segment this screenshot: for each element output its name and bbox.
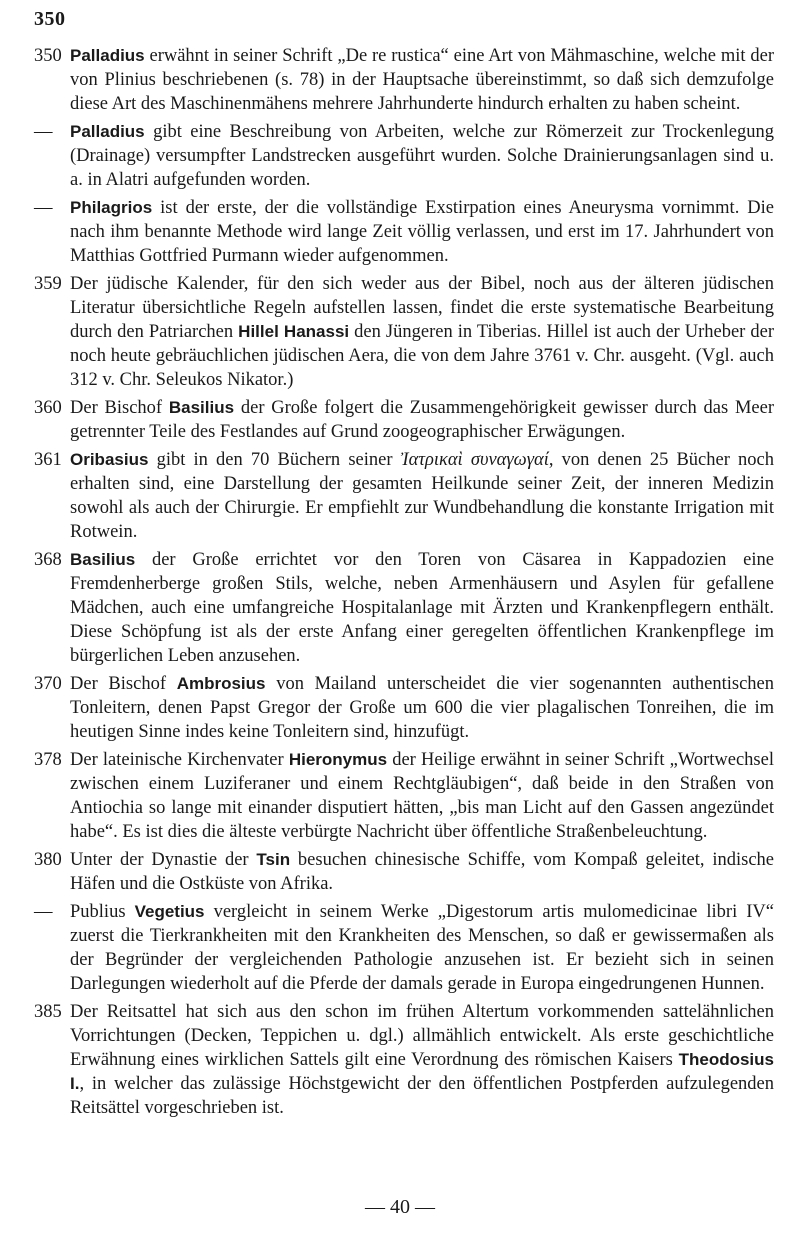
entry-year: 385: [34, 1002, 62, 1022]
entry-year: 370: [34, 674, 62, 694]
chronology-entry: [34, 44, 774, 116]
entry-text: [70, 448, 774, 544]
entry-text-before: Der Bischof: [70, 674, 177, 694]
entry-text: [70, 900, 774, 996]
entry-person-name: Oribasius: [70, 450, 149, 469]
entry-person-name: Theodosius I.: [70, 1050, 774, 1093]
chronology-entry: [34, 272, 774, 392]
entry-person-name: Palladius: [70, 122, 145, 141]
chronology-entry: [34, 1000, 774, 1120]
entry-text-before: Publius: [70, 902, 135, 922]
entry-person-name: Hieronymus: [288, 750, 388, 769]
entry-year: 380: [34, 850, 62, 870]
entry-text-after: gibt in den 70 Büchern seiner: [148, 450, 401, 470]
entry-year: 360: [34, 398, 62, 418]
entry-text-before: Unter der Dynastie der: [70, 850, 257, 870]
entry-text-after: ist der erste, der die vollständige Exstirpation eines Aneurysma vornimmt. Die nach ihm benannte Methode wird lange Zeit völlig verlassen, und erst im 17. Jahrhundert von Matthias Gottfried Purmann wieder aufgenommen.: [70, 198, 774, 266]
entry-person-name: Basilius: [168, 398, 235, 417]
entry-year: 378: [34, 750, 62, 770]
entry-text-after: vergleicht in seinem Werke „Digestorum artis mulomedicinae libri IV“ zuerst die Tierkrankheiten mit den Krankheiten des Menschen, so daß er gewissermaßen als der Begründer der vergleichenden Pathologie anzusehen ist. Er bezieht sich in seinen Darlegungen wiederholt auf die Pferde der damals gerade in Europa eingedrungenen Hunnen.: [70, 902, 774, 994]
entry-text: [70, 748, 774, 844]
entry-text-after: der Große folgert die Zusammengehörigkeit gewisser durch das Meer getrennter Teile des Festlandes auf Grund zoogeographischer Erwägungen.: [70, 398, 774, 442]
entry-person-name: Hillel Hanassi: [238, 322, 350, 341]
entry-year: —: [34, 198, 53, 218]
entry-year: 350: [34, 46, 62, 66]
entry-text: [70, 848, 774, 896]
entry-text-after: gibt eine Beschreibung von Arbeiten, welche zur Römerzeit zur Trockenlegung (Drainage) versumpfter Landstrecken ausgeführt wurden. Solche Drainierungsanlagen sind u. a. in Alatri aufgefunden worden.: [70, 122, 774, 190]
entry-greek-title: Ἰατρικαὶ συναγωγαί: [400, 450, 549, 470]
entry-text: [70, 196, 774, 268]
entry-text-after: von Mailand unterscheidet die vier sogenannten authentischen Tonleitern, denen Papst Gregor der Große um 600 die vier plagalischen Tonreihen, die im heutigen Sinne indes keine Tonleitern sind, hinzufügt.: [70, 674, 774, 742]
chronology-entry: [34, 196, 774, 268]
chronology-entries: [34, 44, 774, 1124]
chronology-entry: [34, 448, 774, 544]
chronology-entry: [34, 672, 774, 744]
entry-text: [70, 672, 774, 744]
entry-year: —: [34, 122, 53, 142]
chronology-entry: [34, 900, 774, 996]
entry-text: [70, 272, 774, 392]
entry-text-before: Der jüdische Kalender, für den sich weder aus der Bibel, noch aus der älteren jüdischen Literatur übersichtliche Regeln aufstellen lassen, findet die erste systematische Bearbeitung durch den Patriarchen: [70, 274, 774, 342]
page-header-year: 350: [34, 8, 66, 30]
entry-text-after: , in welcher das zulässige Höchstgewicht der den öffentlichen Postpferden aufzulegenden Reitsättel vorgeschrieben ist.: [70, 1074, 774, 1118]
entry-text: [70, 120, 774, 192]
entry-person-name: Basilius: [70, 550, 136, 569]
entry-text-after: erwähnt in seiner Schrift „De re rustica“ eine Art von Mähmaschine, welche mit der von Plinius beschriebenen (s. 78) in der Hauptsache übereinstimmt, so daß sich demzufolge diese Art des Maschinenmähens mehrere Jahrhunderte hindurch erhalten zu haben scheint.: [70, 46, 774, 114]
entry-text-before: Der Reitsattel hat sich aus den schon im frühen Altertum vorkommenden sattelähnlichen Vorrichtungen (Decken, Teppichen u. dgl.) allmählich entwickelt. Als erste geschichtliche Erwähnung eines wirklichen Sattels gilt eine Verordnung des römischen Kaisers: [70, 1002, 774, 1070]
entry-text-after: der Große errichtet vor den Toren von Cäsarea in Kappadozien eine Fremdenherberge großen Stils, welche, neben Armenhäusern und Asylen für gefallene Mädchen, auch eine umfangreiche Hospitalanlage mit Ärzten und Krankenpflegern enthält. Diese Schöpfung ist als der erste Anfang einer geregelten öffentlichen Krankenpflege im bürgerlichen Leben anzusehen.: [70, 550, 774, 666]
entry-year: 361: [34, 450, 62, 470]
entry-text: [70, 44, 774, 116]
entry-text-after: der Heilige erwähnt in seiner Schrift „Wortwechsel zwischen einem Luziferaner und einem Rechtgläubigen“, daß beide in den Straßen von Antiochia so lange mit einander disputiert hätten, „bis man Licht auf den Gassen angezündet habe“. Es ist dies die älteste verbürgte Nachricht über öffentliche Straßenbeleuchtung.: [70, 750, 774, 842]
entry-person-name: Vegetius: [134, 902, 205, 921]
entry-text-after: den Jüngeren in Tiberias. Hillel ist auch der Urheber der noch heute gebräuchlichen jüdischen Aera, die von dem Jahre 3761 v. Chr. ausgeht. (Vgl. auch 312 v. Chr. Seleukos Nikator.): [70, 322, 774, 390]
entry-year: —: [34, 902, 53, 922]
entry-text: [70, 1000, 774, 1120]
entry-person-name: Ambrosius: [176, 674, 266, 693]
chronology-entry: [34, 848, 774, 896]
entry-person-name: Palladius: [70, 46, 145, 65]
entry-year: 359: [34, 274, 62, 294]
entry-text: [70, 396, 774, 444]
entry-person-name: Philagrios: [70, 198, 153, 217]
entry-text-before: Der Bischof: [70, 398, 169, 418]
entry-text-after: besuchen chinesische Schiffe, vom Kompaß geleitet, indische Häfen und die Ostküste von Afrika.: [70, 850, 774, 894]
entry-year: 368: [34, 550, 62, 570]
entry-text: [70, 548, 774, 668]
chronology-entry: [34, 120, 774, 192]
page-number-footer: — 40 —: [365, 1196, 435, 1218]
chronology-entry: [34, 396, 774, 444]
entry-text-before: Der lateinische Kirchenvater: [70, 750, 289, 770]
entry-text-after-greek: , von denen 25 Bücher noch erhalten sind, eine Darstellung der gesamten Heilkunde seiner Zeit, der inneren Medizin sowohl als auch der Chirurgie. Er empfiehlt zur Wundbehandlung die konstante Irrigation mit Rotwein.: [70, 450, 774, 542]
entry-person-name: Tsin: [256, 850, 291, 869]
chronology-entry: [34, 748, 774, 844]
chronology-entry: [34, 548, 774, 668]
